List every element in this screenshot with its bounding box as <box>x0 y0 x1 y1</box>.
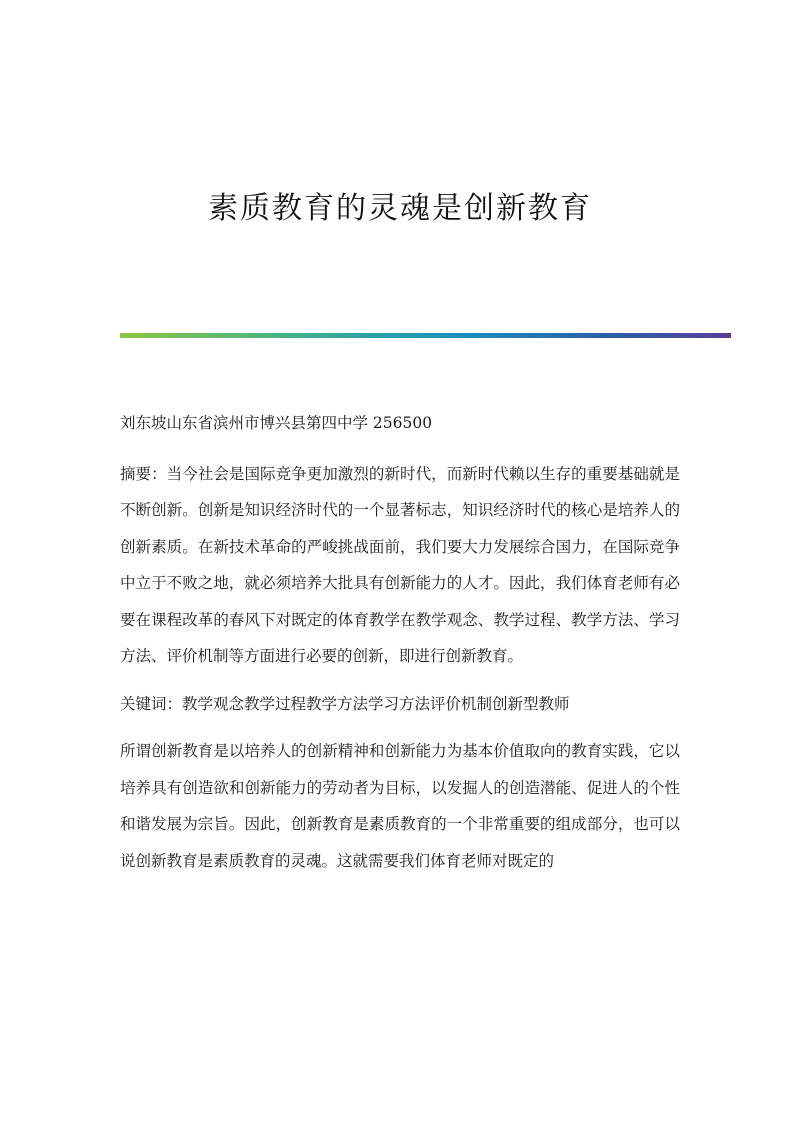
document-body <box>120 405 680 890</box>
abstract-paragraph: 摘要：当今社会是国际竞争更加激烈的新时代，而新时代赖以生存的重要基础就是不断创新。创新是知识经济时代的一个显著标志，知识经济时代的核心是培养人的创新素质。在新技术革命的严峻挑战面前，我们要大力发展综合国力，在国际竞争中立于不败之地，就必须培养大批具有创新能力的人才。因此，我们体育老师有必要在课程改革的春风下对既定的体育教学在教学观念、教学过程、教学方法、学习方法、评价机制等方面进行必要的创新，即进行创新教育。 <box>120 464 680 665</box>
document-title: 素质教育的灵魂是创新教育 <box>208 191 592 226</box>
title-divider <box>120 333 731 338</box>
author-line: 刘东坡山东省滨州市博兴县第四中学 256500 <box>120 414 433 432</box>
keywords-line: 关键词：教学观念教学过程教学方法学习方法评价机制创新型教师 <box>120 694 570 713</box>
body-paragraph: 所谓创新教育是以培养人的创新精神和创新能力为基本价值取向的教育实践，它以培养具有创造欲和创新能力的劳动者为目标，以发掘人的创造潜能、促进人的个性和谐发展为宗旨。因此，创新教育是素质教育的一个非常重要的组成部分，也可以说创新教育是素质教育的灵魂。这就需要我们体育老师对既定的 <box>120 742 680 870</box>
